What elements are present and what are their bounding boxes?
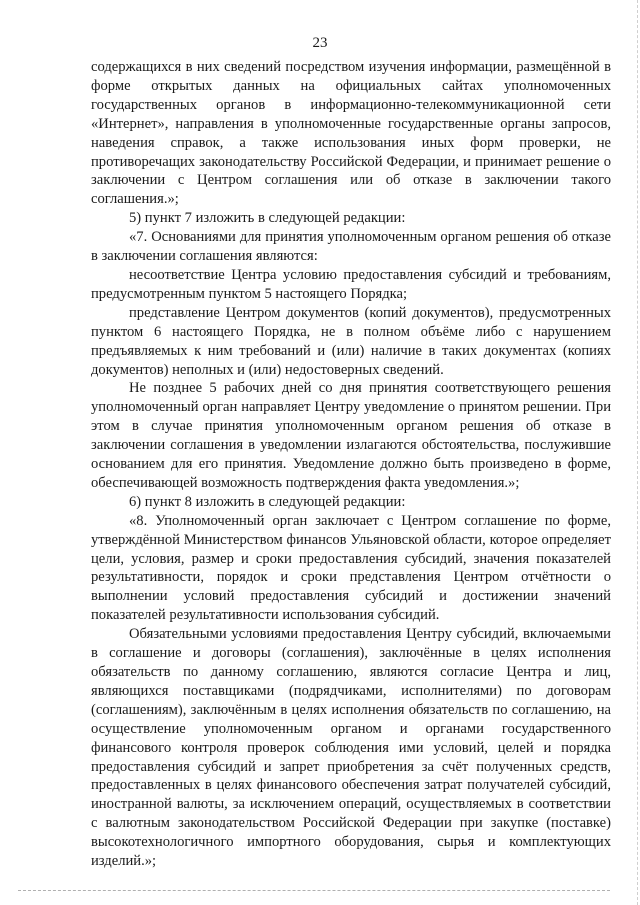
paragraph-item-5: 5) пункт 7 изложить в следующей редакции:	[129, 210, 406, 227]
paragraph-clause-7-notice: Не позднее 5 рабочих дней со дня принятия соответствующего решения уполномоченный орган направляет Центру уведомление о принятом решении. При этом в случае принятия уполномоченным органом решения об отказе в заключении соглашения в уведомлении излагаются обстоятельства, послужившие основанием для его принятия. Уведомление должно быть произведено в форме, обеспечивающей возможность подтверждения факта уведомления.»;	[91, 380, 611, 491]
document-body	[91, 58, 611, 871]
paragraph-continuation: содержащихся в них сведений посредством изучения информации, размещённой в форме открытых данных на официальных сайтах уполномоченных государственных органов в информационно-телекоммуникационной сети «Интернет», направления в уполномоченные государственные органы запросов, наведения справок, а также использования иных форм проверки, не противоречащих законодательству Российской Федерации, и принимает решение о заключении с Центром соглашения или об отказе в заключении такого соглашения.»;	[91, 59, 611, 208]
paragraph-clause-7-intro: «7. Основаниями для принятия уполномоченным органом решения об отказе в заключении соглашения являются:	[91, 229, 611, 265]
paragraph-clause-7-ground-1: несоответствие Центра условию предоставления субсидий и требованиям, предусмотренным пунктом 5 настоящего Порядка;	[91, 266, 611, 302]
scan-edge-divider	[637, 0, 638, 905]
page-number: 23	[312, 35, 328, 51]
paragraph-clause-8-conditions: Обязательными условиями предоставления Центру субсидий, включаемыми в соглашение и договоры (соглашения), заключённые в целях исполнения обязательств по данному соглашению, являются согласие Центра и лиц, являющихся поставщиками (подрядчиками, исполнителями) по договорам (соглашениям), заключённым в целях исполнения обязательств по соглашению, на осуществление уполномоченным органом и органами государственного финансового контроля проверок соблюдения ими условий, целей и порядка предоставления субсидий и запрет приобретения за счёт полученных средств, предоставленных в целях финансового обеспечения затрат получателей субсидий, иностранной валюты, за исключением операций, осуществляемых в соответствии с валютным законодательством Российской Федерации при закупке (поставке) высокотехнологичного импортного оборудования, сырья и комплектующих изделий.»;	[91, 626, 611, 870]
paragraph-clause-8-agreement: «8. Уполномоченный орган заключает с Центром соглашение по форме, утверждённой Министерством финансов Ульяновской области, которое определяет цели, условия, размер и сроки предоставления субсидий, значения показателей результативности, порядок и сроки представления Центром отчётности о выполнении условий предоставления субсидий и достижении значений показателей результативности использования субсидий.	[91, 512, 611, 624]
page-bottom-divider	[18, 890, 610, 891]
paragraph-clause-7-ground-2: представление Центром документов (копий документов), предусмотренных пунктом 6 настоящего Порядка, не в полном объёме либо с нарушением предъявляемых к ним требований и (или) наличие в таких документах (копиях документов) неполных и (или) недостоверных сведений.	[91, 304, 611, 378]
paragraph-item-6: 6) пункт 8 изложить в следующей редакции:	[129, 493, 406, 510]
